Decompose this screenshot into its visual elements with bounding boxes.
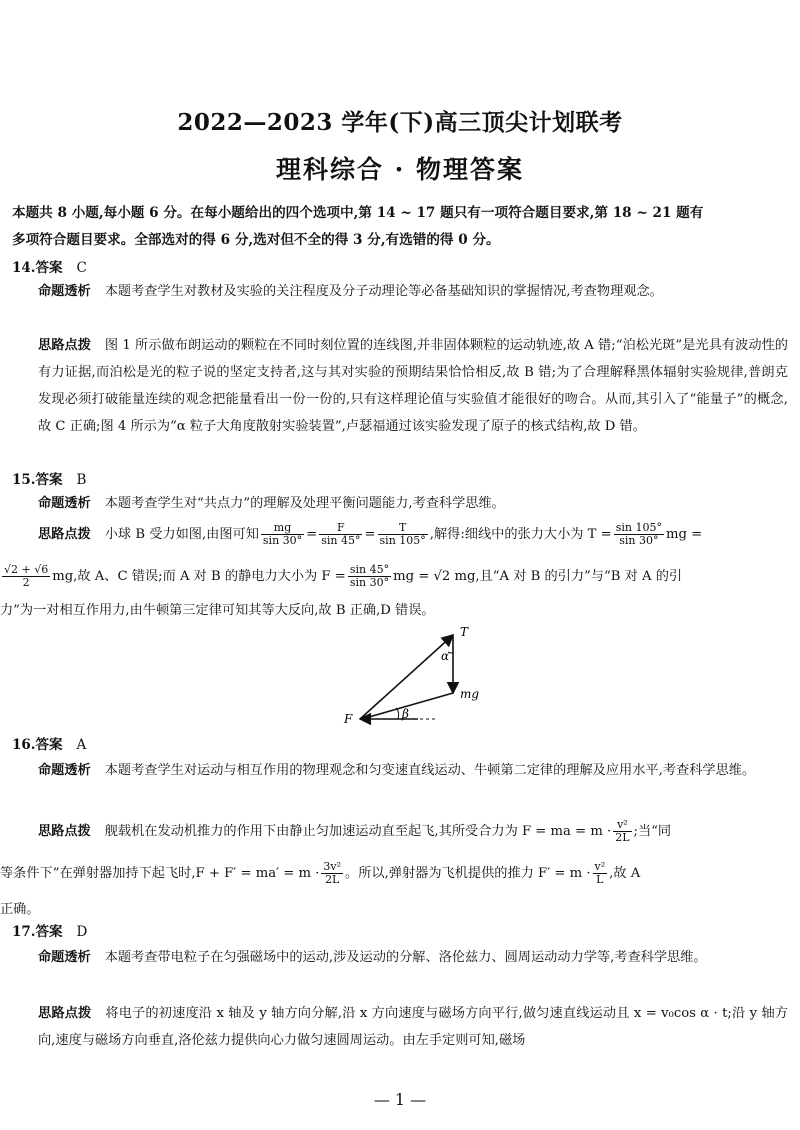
label-F: F [344, 712, 353, 726]
denominator: 2 [22, 576, 30, 589]
q14-intent-text: 本题考查学生对教材及实验的关注程度及分子动理论等必备基础知识的掌握情况,考查物理观念。 [104, 284, 663, 299]
q15-number: 15. [12, 472, 36, 488]
q17-intent-text: 本题考查带电粒子在匀强磁场中的运动,涉及运动的分解、洛伦兹力、圆周运动动力学等,考查科学思维。 [104, 950, 707, 965]
denominator: sin 105° [379, 534, 426, 547]
numerator: mg [261, 522, 304, 535]
q15-hint-text-d: mg,故 A、C 错误;而 A 对 B 的静电力大小为 F = [52, 569, 346, 584]
q16-number: 16. [12, 737, 36, 753]
denominator: 2L [615, 831, 630, 844]
q17-header [12, 920, 87, 940]
fraction [613, 819, 631, 844]
label-T: T [460, 625, 469, 639]
q15-intent-text: 本题考查学生对“共点力”的理解及处理平衡问题能力,考查科学思维。 [104, 496, 505, 511]
fraction [2, 564, 50, 589]
numerator: v² [613, 819, 631, 832]
answer-label: 答案 [35, 472, 63, 488]
q16-intent [38, 757, 788, 784]
q15-hint-text-e: mg = √2 mg,且“A 对 B 的引力”与“B 对 A 的引 [393, 569, 683, 584]
denominator: L [596, 873, 604, 886]
instructions [12, 200, 788, 254]
fraction [378, 522, 428, 547]
denominator: sin 30° [619, 534, 659, 547]
q16-hint-text-a: 舰载机在发动机推力的作用下由静止匀加速运动直至起飞,其所受合力为 F = ma = m · [104, 824, 612, 839]
q15-hint-line-2 [0, 560, 788, 594]
q15-header [12, 468, 86, 488]
exam-title: 2022—2023 学年(下)高三顶尖计划联考 [177, 109, 623, 136]
intent-label: 命题透析 [38, 763, 91, 778]
denominator: 2L [325, 873, 340, 886]
hint-label: 思路点拨 [38, 527, 91, 542]
q15-intent [38, 490, 788, 517]
numerator: F [319, 522, 362, 535]
q16-hint-text-d: 。所以,弹射器为飞机提供的推力 F′ = m · [345, 866, 591, 881]
q16-intent-text: 本题考查学生对运动与相互作用的物理观念和匀变速直线运动、牛顿第二定律的理解及应用水平,考查科学思维。 [104, 763, 756, 778]
intent-label: 命题透析 [38, 496, 91, 511]
answer-label: 答案 [35, 260, 63, 276]
q16-answer: A [76, 737, 87, 753]
q14-answer: C [76, 260, 87, 276]
q17-answer: D [76, 924, 88, 940]
q14-hint-text: 图 1 所示做布朗运动的颗粒在不同时刻位置的连线图,并非固体颗粒的运动轨迹,故 A 错;“泊松光斑”是光具有波动性的有力证据,而泊松是光的粒子说的坚定支持者,这与其对实验的预期结果恰恰相反,故 B 错;为了合理解释黑体辐射实验规律,普朗克发现必须打破能量连续的观念把能量看出一份一份的,只有这样理论值与实验值才能很好的吻合。从而,其引入了“能量子”的概念,故 C 正确;图 4 所示为“α 粒子大角度散射实验装置”,卢瑟福通过该实验发现了原子的核式结构,故 D 错。 [38, 338, 788, 434]
page-number: — 1 — [373, 1090, 427, 1109]
force-triangle-diagram [340, 622, 510, 732]
q15-answer: B [76, 472, 87, 488]
exam-subtitle: 理科综合 · 物理答案 [275, 155, 525, 184]
q17-number: 17. [12, 924, 36, 940]
intent-label: 命题透析 [38, 284, 91, 299]
numerator: v² [594, 860, 606, 873]
q17-intent [38, 944, 788, 971]
q15-hint [0, 518, 788, 628]
denominator: sin 30° [349, 576, 390, 589]
q17-hint-text: 将电子的初速度沿 x 轴及 y 轴方向分解,沿 x 方向速度与磁场方向平行,做匀速直线运动且 x = v₀cos α · t;沿 y 轴方向,速度与磁场方向垂直,洛伦兹力提供向心力做匀速圆周运动。由左手定则可知,磁场 [38, 1006, 789, 1048]
q16-hint-text-b: ;当“同 [633, 824, 672, 839]
q14-intent [38, 278, 788, 305]
hint-label: 思路点拨 [38, 1006, 92, 1021]
numerator: 3v² [323, 860, 342, 873]
q14-number: 14. [12, 260, 36, 276]
label-alpha: α [441, 649, 450, 663]
q15-hint-text-b: ,解得:细线中的张力大小为 T = [429, 527, 612, 542]
numerator: T [378, 522, 428, 535]
q16-hint-text-c: 等条件下”在弹射器加持下起飞时,F + F′ = ma′ = m · [0, 866, 320, 881]
fraction [348, 564, 391, 589]
instructions-line-2: 多项符合题目要求。全部选对的得 6 分,选对但不全的得 3 分,有选错的得 0 分。 [12, 232, 500, 248]
q15-hint-line-1: 思路点拨 小球 B 受力如图,由图可知 $\frac{mg}{\sin 30^\circ}$ = $\frac{F}{\sin 45^\circ}$ = $\frac{T}{\sin 105^\circ}$ ,解得:细线中的张力大小为 T = $\frac{\sin 105^\circ}{\sin 30^\circ}$ mg = [38, 521, 703, 547]
q17-hint [38, 1000, 788, 1054]
numerator: √2 + √6 [4, 563, 49, 576]
q14-hint [38, 332, 788, 440]
numerator: sin 45° [349, 563, 390, 576]
fraction [321, 861, 343, 886]
numerator: sin 105° [615, 521, 662, 534]
q16-header [12, 733, 86, 753]
label-beta: β [402, 707, 409, 721]
q16-hint-text-e: ,故 A [609, 866, 641, 881]
fraction [593, 861, 608, 886]
label-mg: mg [460, 687, 480, 701]
fraction [614, 522, 664, 547]
answer-label: 答案 [35, 737, 63, 753]
denominator: sin 30° [262, 534, 303, 547]
q14-header [12, 256, 87, 276]
q15-hint-text-a: 小球 B 受力如图,由图可知 [104, 527, 259, 542]
fraction [261, 522, 304, 547]
instructions-line-1: 本题共 8 小题,每小题 6 分。在每小题给出的四个选项中,第 14 ~ 17 题只有一项符合题目要求,第 18 ~ 21 题有 [12, 205, 704, 221]
denominator: sin 45° [321, 534, 361, 547]
q15-hint-text-c: mg = [665, 527, 703, 542]
fraction [319, 522, 362, 547]
answer-label: 答案 [35, 924, 63, 940]
q16-hint-line-3: 正确。 [0, 902, 40, 917]
hint-label: 思路点拨 [38, 338, 91, 353]
q16-hint [0, 814, 788, 928]
hint-label: 思路点拨 [38, 824, 91, 839]
q16-hint-line-1 [38, 814, 788, 850]
q15-hint-line-3: 力”为一对相互作用力,由牛顿第三定律可知其等大反向,故 B 正确,D 错误。 [0, 603, 435, 618]
intent-label: 命题透析 [38, 950, 91, 965]
q16-hint-line-2 [0, 856, 788, 892]
